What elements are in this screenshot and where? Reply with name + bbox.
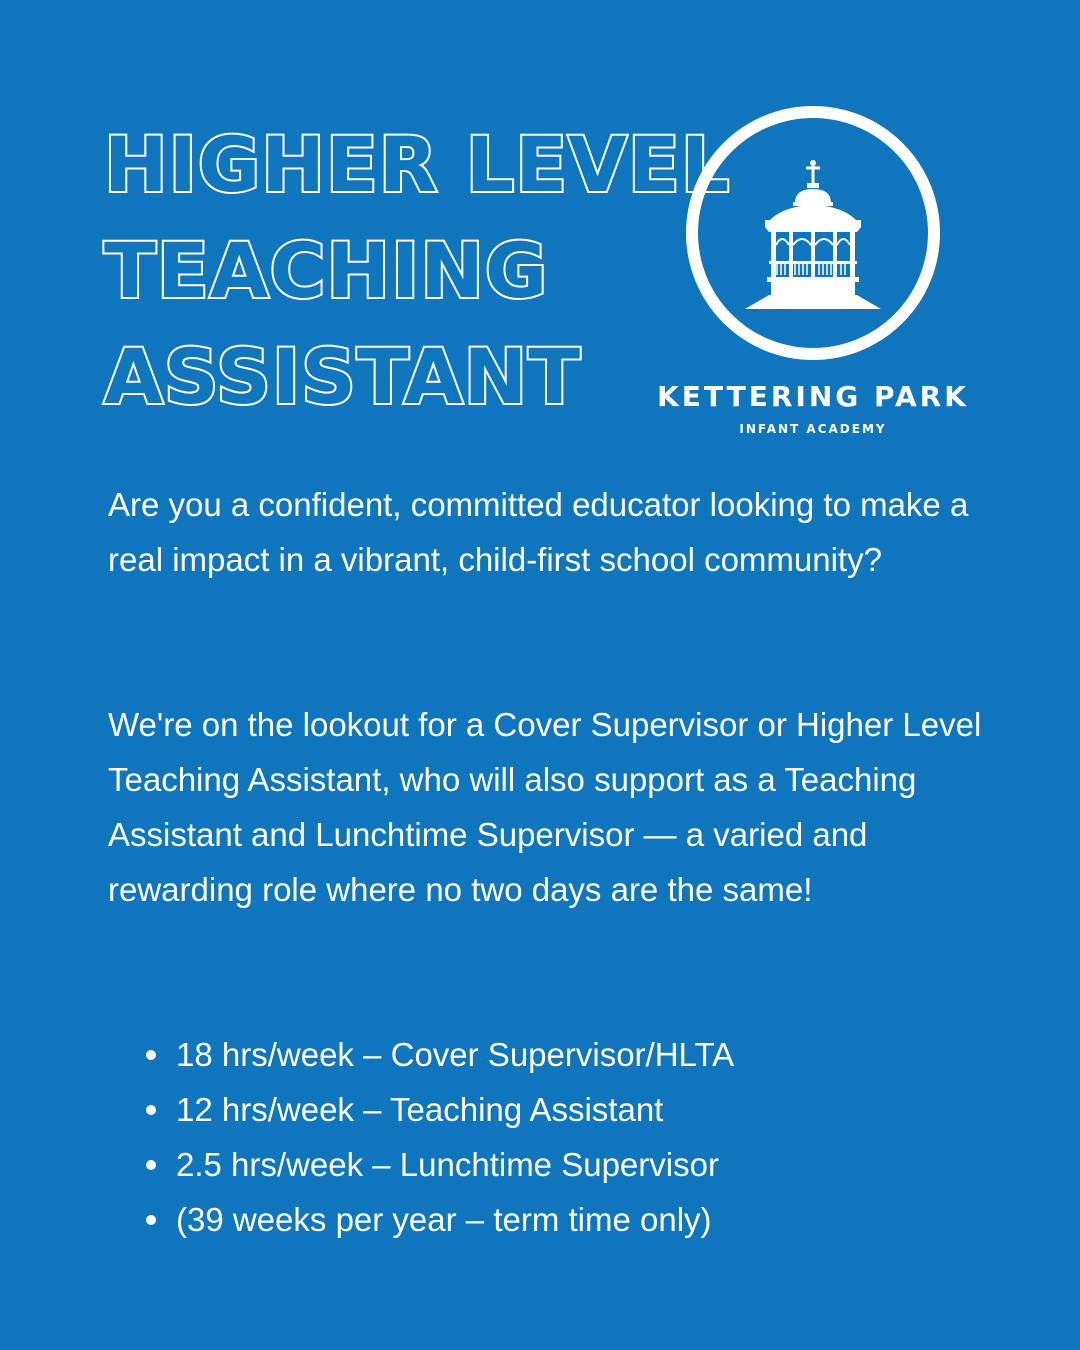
intro-paragraph: Are you a confident, committed educator looking to make a real impact in a vibrant, child-first school community?: [108, 486, 969, 578]
bandstand-icon: [685, 105, 941, 361]
job-title-line-2: TEACHING: [104, 226, 549, 315]
list-item-text: 18 hrs/week – Cover Supervisor/HLTA: [176, 1036, 735, 1073]
list-item-text: 12 hrs/week – Teaching Assistant: [176, 1091, 664, 1128]
school-name: KETTERING PARK: [657, 380, 969, 413]
bullet-icon: [146, 1050, 156, 1060]
list-item-text: (39 weeks per year – term time only): [176, 1201, 712, 1238]
list-item: [108, 1137, 988, 1192]
description-paragraph: We're on the lookout for a Cover Supervisor or Higher Level Teaching Assistant, who will also support as a Teaching Assistant and Lunchtime Supervisor — a varied and rewarding role where no two days are the same!: [108, 706, 982, 908]
list-item-text: 2.5 hrs/week – Lunchtime Supervisor: [176, 1146, 719, 1183]
bullet-icon: [146, 1215, 156, 1225]
list-item: [108, 1027, 988, 1082]
bullet-icon: [146, 1105, 156, 1115]
job-title-line-1: HIGHER LEVEL: [104, 120, 731, 209]
bullet-icon: [146, 1160, 156, 1170]
job-title-line-3: ASSISTANT: [104, 332, 582, 421]
list-item: [108, 1082, 988, 1137]
role-details-list: [108, 1027, 988, 1247]
job-title: [104, 112, 731, 430]
list-item: [108, 1192, 988, 1247]
school-logo: [648, 100, 978, 445]
school-subtitle: INFANT ACADEMY: [739, 422, 887, 436]
